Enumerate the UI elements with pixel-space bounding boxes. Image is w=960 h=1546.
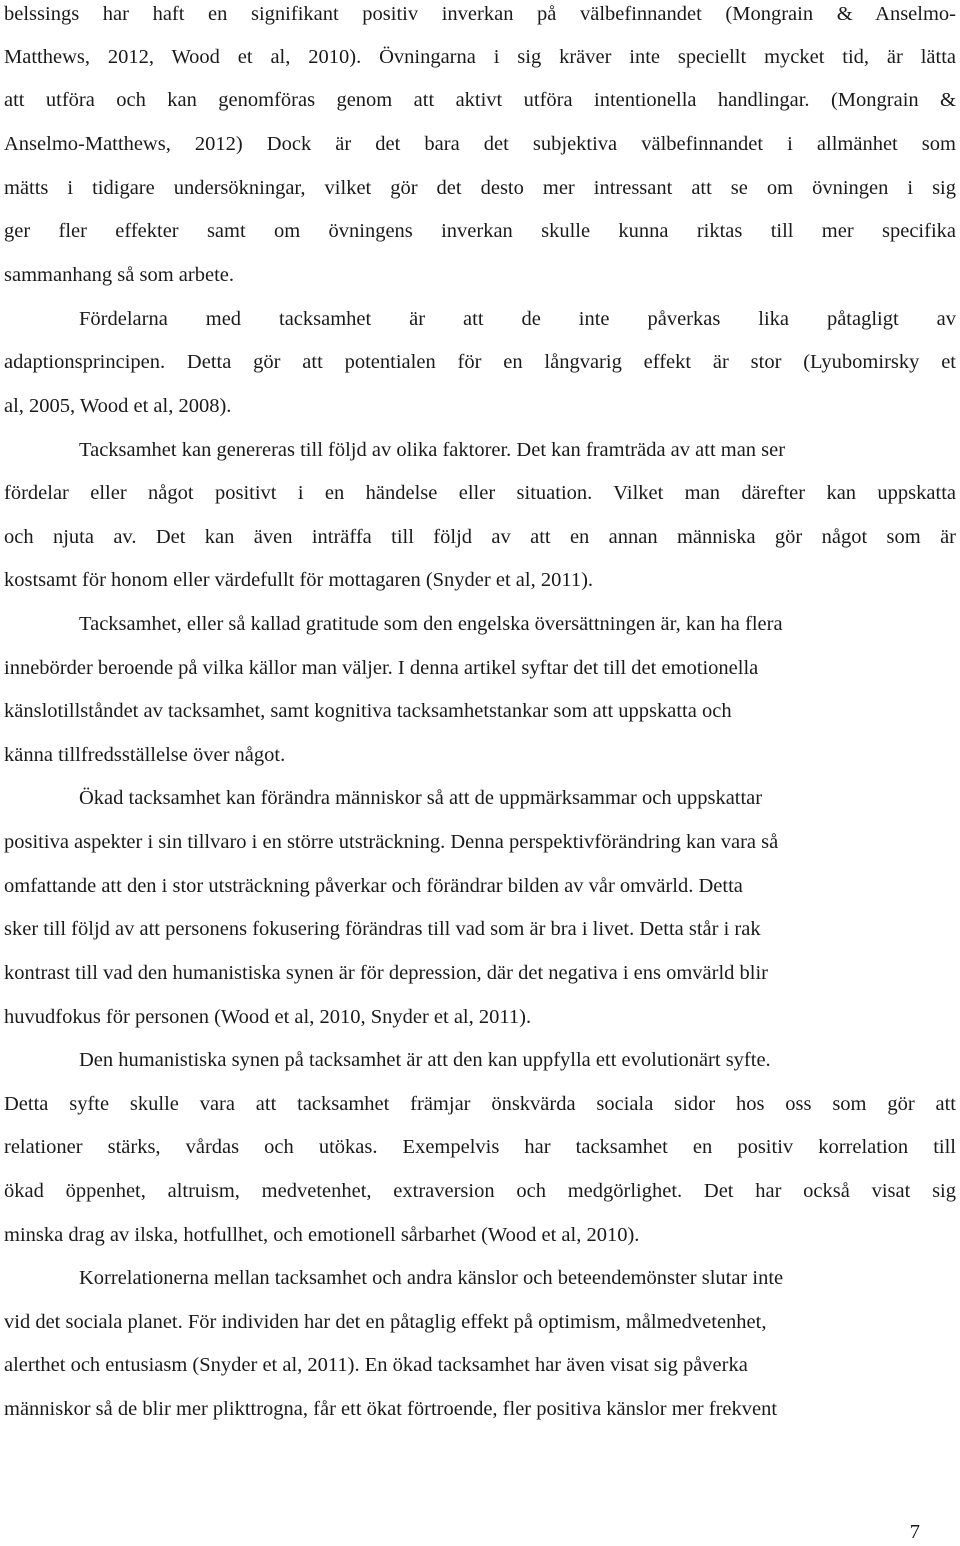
text-line: al, 2005, Wood et al, 2008). (4, 395, 232, 417)
text-line: Fördelarna med tacksamhet är att de inte påverkas lika påtagligt av (79, 308, 956, 330)
text-line: Anselmo-Matthews, 2012) Dock är det bara det subjektiva välbefinnandet i allmänhet som (4, 133, 956, 155)
text-line: sker till följd av att personens fokusering förändras till vad som är bra i livet. Detta står i rak (4, 918, 761, 940)
text-line: Den humanistiska synen på tacksamhet är att den kan uppfylla ett evolutionärt syfte. (79, 1049, 771, 1071)
text-line: adaptionsprincipen. Detta gör att potentialen för en långvarig effekt är stor (Lyubomirsky et (4, 351, 956, 373)
text-line: Detta syfte skulle vara att tacksamhet främjar önskvärda sociala sidor hos oss som gör att (4, 1093, 956, 1115)
text-line: mätts i tidigare undersökningar, vilket gör det desto mer intressant att se om övningen i sig (4, 177, 956, 199)
text-line: alerthet och entusiasm (Snyder et al, 2011). En ökad tacksamhet har även visat sig påverka (4, 1354, 748, 1376)
text-line: människor så de blir mer plikttrogna, får ett ökat förtroende, fler positiva känslor mer frekvent (4, 1398, 778, 1420)
text-line: Ökad tacksamhet kan förändra människor så att de uppmärksammar och uppskattar (79, 787, 763, 809)
text-line: sammanhang så som arbete. (4, 264, 234, 286)
text-line: känna tillfredsställelse över något. (4, 744, 286, 766)
text-line: belssings har haft en signifikant positiv inverkan på välbefinnandet (Mongrain & Anselmo- (4, 3, 956, 25)
text-line: kontrast till vad den humanistiska synen är för depression, där det negativa i ens omvärld blir (4, 962, 769, 984)
text-line: fördelar eller något positivt i en händelse eller situation. Vilket man därefter kan uppskatta (4, 482, 956, 504)
page-number: 7 (909, 1521, 920, 1543)
text-line: vid det sociala planet. För individen har det en påtaglig effekt på optimism, målmedvetenhet, (4, 1311, 767, 1333)
text-line: minska drag av ilska, hotfullhet, och emotionell sårbarhet (Wood et al, 2010). (4, 1224, 640, 1246)
text-line: ger fler effekter samt om övningens inverkan skulle kunna riktas till mer specifika (4, 220, 956, 242)
text-line: Matthews, 2012, Wood et al, 2010). Övningarna i sig kräver inte speciellt mycket tid, är lätta (4, 46, 956, 68)
text-line: ökad öppenhet, altruism, medvetenhet, extraversion och medgörlighet. Det har också visat sig (4, 1180, 956, 1202)
text-line: Tacksamhet kan genereras till följd av olika faktorer. Det kan framträda av att man ser (79, 439, 786, 461)
text-line: kostsamt för honom eller värdefullt för mottagaren (Snyder et al, 2011). (4, 569, 594, 591)
text-line: huvudfokus för personen (Wood et al, 2010, Snyder et al, 2011). (4, 1006, 532, 1028)
text-line: positiva aspekter i sin tillvaro i en större utsträckning. Denna perspektivförändring kan vara så (4, 831, 779, 853)
text-line: Tacksamhet, eller så kallad gratitude som den engelska översättningen är, kan ha flera (79, 613, 783, 635)
text-line: känslotillståndet av tacksamhet, samt kognitiva tacksamhetstankar som att uppskatta och (4, 700, 732, 722)
text-line: och njuta av. Det kan även inträffa till följd av att en annan människa gör något som är (4, 526, 956, 548)
text-line: att utföra och kan genomföras genom att aktivt utföra intentionella handlingar. (Mongrain & (4, 89, 956, 111)
text-line: Korrelationerna mellan tacksamhet och andra känslor och beteendemönster slutar inte (79, 1267, 784, 1289)
text-line: innebörder beroende på vilka källor man väljer. I denna artikel syftar det till det emotionella (4, 657, 759, 679)
text-line: omfattande att den i stor utsträckning påverkar och förändrar bilden av vår omvärld. Detta (4, 875, 743, 897)
text-line: relationer stärks, vårdas och utökas. Exempelvis har tacksamhet en positiv korrelation till (4, 1136, 956, 1158)
